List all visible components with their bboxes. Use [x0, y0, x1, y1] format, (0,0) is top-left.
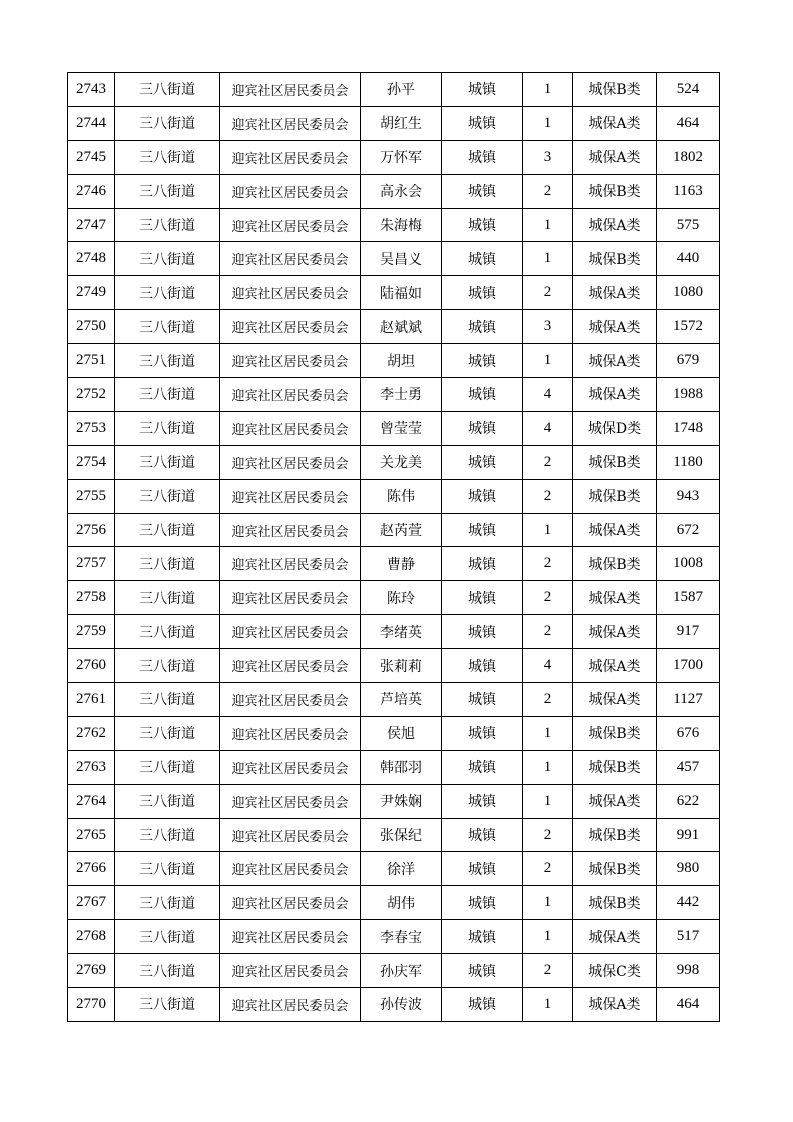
name-cell: 胡红生 — [361, 106, 442, 140]
household-size-cell: 4 — [523, 378, 573, 412]
row-number-cell: 2754 — [68, 445, 115, 479]
household-size-cell: 1 — [523, 513, 573, 547]
household-size-cell: 1 — [523, 716, 573, 750]
amount-cell: 943 — [657, 479, 720, 513]
community-cell: 迎宾社区居民委员会 — [220, 988, 361, 1022]
street-cell: 三八街道 — [115, 920, 220, 954]
household-size-cell: 2 — [523, 174, 573, 208]
category-cell: 城保B类 — [573, 716, 657, 750]
table-row — [68, 242, 720, 276]
area-type-cell: 城镇 — [442, 242, 523, 276]
community-cell: 迎宾社区居民委员会 — [220, 784, 361, 818]
table-row — [68, 344, 720, 378]
household-size-cell: 1 — [523, 208, 573, 242]
name-cell: 陈伟 — [361, 479, 442, 513]
category-cell: 城保A类 — [573, 310, 657, 344]
table-row — [68, 445, 720, 479]
household-size-cell: 1 — [523, 73, 573, 107]
row-number-cell: 2747 — [68, 208, 115, 242]
row-number-cell: 2749 — [68, 276, 115, 310]
area-type-cell: 城镇 — [442, 547, 523, 581]
table-row — [68, 547, 720, 581]
row-number-cell: 2764 — [68, 784, 115, 818]
community-cell: 迎宾社区居民委员会 — [220, 378, 361, 412]
community-cell: 迎宾社区居民委员会 — [220, 411, 361, 445]
table-row — [68, 276, 720, 310]
table-row — [68, 716, 720, 750]
category-cell: 城保A类 — [573, 140, 657, 174]
category-cell: 城保A类 — [573, 615, 657, 649]
household-size-cell: 4 — [523, 649, 573, 683]
community-cell: 迎宾社区居民委员会 — [220, 344, 361, 378]
row-number-cell: 2769 — [68, 954, 115, 988]
amount-cell: 917 — [657, 615, 720, 649]
community-cell: 迎宾社区居民委员会 — [220, 716, 361, 750]
amount-cell: 1988 — [657, 378, 720, 412]
table-row — [68, 750, 720, 784]
household-size-cell: 1 — [523, 886, 573, 920]
table-row — [68, 920, 720, 954]
street-cell: 三八街道 — [115, 174, 220, 208]
household-size-cell: 1 — [523, 344, 573, 378]
row-number-cell: 2766 — [68, 852, 115, 886]
row-number-cell: 2750 — [68, 310, 115, 344]
household-size-cell: 2 — [523, 445, 573, 479]
street-cell: 三八街道 — [115, 378, 220, 412]
row-number-cell: 2765 — [68, 818, 115, 852]
household-size-cell: 2 — [523, 276, 573, 310]
category-cell: 城保C类 — [573, 954, 657, 988]
household-size-cell: 2 — [523, 547, 573, 581]
street-cell: 三八街道 — [115, 954, 220, 988]
street-cell: 三八街道 — [115, 411, 220, 445]
row-number-cell: 2746 — [68, 174, 115, 208]
amount-cell: 524 — [657, 73, 720, 107]
category-cell: 城保B类 — [573, 547, 657, 581]
household-size-cell: 2 — [523, 615, 573, 649]
community-cell: 迎宾社区居民委员会 — [220, 852, 361, 886]
amount-cell: 980 — [657, 852, 720, 886]
street-cell: 三八街道 — [115, 649, 220, 683]
table-row — [68, 479, 720, 513]
street-cell: 三八街道 — [115, 852, 220, 886]
street-cell: 三八街道 — [115, 208, 220, 242]
community-cell: 迎宾社区居民委员会 — [220, 818, 361, 852]
community-cell: 迎宾社区居民委员会 — [220, 479, 361, 513]
row-number-cell: 2752 — [68, 378, 115, 412]
amount-cell: 672 — [657, 513, 720, 547]
name-cell: 陆福如 — [361, 276, 442, 310]
street-cell: 三八街道 — [115, 615, 220, 649]
area-type-cell: 城镇 — [442, 140, 523, 174]
name-cell: 张莉莉 — [361, 649, 442, 683]
table-row — [68, 615, 720, 649]
category-cell: 城保D类 — [573, 411, 657, 445]
household-size-cell: 2 — [523, 818, 573, 852]
area-type-cell: 城镇 — [442, 310, 523, 344]
community-cell: 迎宾社区居民委员会 — [220, 886, 361, 920]
name-cell: 张保纪 — [361, 818, 442, 852]
amount-cell: 464 — [657, 106, 720, 140]
name-cell: 万怀军 — [361, 140, 442, 174]
table-row — [68, 378, 720, 412]
household-size-cell: 2 — [523, 683, 573, 717]
area-type-cell: 城镇 — [442, 920, 523, 954]
household-size-cell: 4 — [523, 411, 573, 445]
row-number-cell: 2751 — [68, 344, 115, 378]
row-number-cell: 2744 — [68, 106, 115, 140]
name-cell: 陈玲 — [361, 581, 442, 615]
name-cell: 高永会 — [361, 174, 442, 208]
name-cell: 吴昌义 — [361, 242, 442, 276]
community-cell: 迎宾社区居民委员会 — [220, 174, 361, 208]
table-row — [68, 886, 720, 920]
amount-cell: 676 — [657, 716, 720, 750]
amount-cell: 1127 — [657, 683, 720, 717]
row-number-cell: 2767 — [68, 886, 115, 920]
amount-cell: 991 — [657, 818, 720, 852]
area-type-cell: 城镇 — [442, 750, 523, 784]
amount-cell: 679 — [657, 344, 720, 378]
street-cell: 三八街道 — [115, 547, 220, 581]
category-cell: 城保B类 — [573, 886, 657, 920]
name-cell: 徐洋 — [361, 852, 442, 886]
name-cell: 曾莹莹 — [361, 411, 442, 445]
household-size-cell: 1 — [523, 784, 573, 818]
area-type-cell: 城镇 — [442, 886, 523, 920]
community-cell: 迎宾社区居民委员会 — [220, 73, 361, 107]
row-number-cell: 2758 — [68, 581, 115, 615]
amount-cell: 1700 — [657, 649, 720, 683]
category-cell: 城保A类 — [573, 378, 657, 412]
category-cell: 城保A类 — [573, 581, 657, 615]
name-cell: 韩邵羽 — [361, 750, 442, 784]
community-cell: 迎宾社区居民委员会 — [220, 649, 361, 683]
category-cell: 城保A类 — [573, 106, 657, 140]
amount-cell: 1587 — [657, 581, 720, 615]
community-cell: 迎宾社区居民委员会 — [220, 310, 361, 344]
row-number-cell: 2761 — [68, 683, 115, 717]
table-row — [68, 784, 720, 818]
category-cell: 城保A类 — [573, 784, 657, 818]
amount-cell: 1572 — [657, 310, 720, 344]
amount-cell: 442 — [657, 886, 720, 920]
name-cell: 赵斌斌 — [361, 310, 442, 344]
name-cell: 芦培英 — [361, 683, 442, 717]
name-cell: 李绪英 — [361, 615, 442, 649]
table-row — [68, 411, 720, 445]
community-cell: 迎宾社区居民委员会 — [220, 276, 361, 310]
street-cell: 三八街道 — [115, 886, 220, 920]
street-cell: 三八街道 — [115, 445, 220, 479]
amount-cell: 998 — [657, 954, 720, 988]
category-cell: 城保A类 — [573, 513, 657, 547]
name-cell: 胡伟 — [361, 886, 442, 920]
area-type-cell: 城镇 — [442, 784, 523, 818]
row-number-cell: 2768 — [68, 920, 115, 954]
name-cell: 孙传波 — [361, 988, 442, 1022]
table-row — [68, 140, 720, 174]
category-cell: 城保A类 — [573, 683, 657, 717]
area-type-cell: 城镇 — [442, 683, 523, 717]
street-cell: 三八街道 — [115, 242, 220, 276]
area-type-cell: 城镇 — [442, 716, 523, 750]
category-cell: 城保A类 — [573, 988, 657, 1022]
category-cell: 城保B类 — [573, 445, 657, 479]
name-cell: 赵芮萱 — [361, 513, 442, 547]
street-cell: 三八街道 — [115, 581, 220, 615]
community-cell: 迎宾社区居民委员会 — [220, 513, 361, 547]
household-size-cell: 1 — [523, 106, 573, 140]
community-cell: 迎宾社区居民委员会 — [220, 683, 361, 717]
area-type-cell: 城镇 — [442, 378, 523, 412]
area-type-cell: 城镇 — [442, 344, 523, 378]
category-cell: 城保B类 — [573, 174, 657, 208]
area-type-cell: 城镇 — [442, 445, 523, 479]
street-cell: 三八街道 — [115, 106, 220, 140]
table-row — [68, 988, 720, 1022]
street-cell: 三八街道 — [115, 479, 220, 513]
category-cell: 城保B类 — [573, 852, 657, 886]
community-cell: 迎宾社区居民委员会 — [220, 106, 361, 140]
name-cell: 孙庆军 — [361, 954, 442, 988]
row-number-cell: 2757 — [68, 547, 115, 581]
street-cell: 三八街道 — [115, 73, 220, 107]
household-size-cell: 2 — [523, 479, 573, 513]
area-type-cell: 城镇 — [442, 276, 523, 310]
category-cell: 城保A类 — [573, 276, 657, 310]
name-cell: 朱海梅 — [361, 208, 442, 242]
table-row — [68, 954, 720, 988]
row-number-cell: 2760 — [68, 649, 115, 683]
name-cell: 侯旭 — [361, 716, 442, 750]
amount-cell: 464 — [657, 988, 720, 1022]
amount-cell: 457 — [657, 750, 720, 784]
row-number-cell: 2762 — [68, 716, 115, 750]
community-cell: 迎宾社区居民委员会 — [220, 547, 361, 581]
table-body — [68, 73, 720, 1022]
household-size-cell: 1 — [523, 920, 573, 954]
assistance-roster-table — [67, 72, 720, 1022]
street-cell: 三八街道 — [115, 784, 220, 818]
street-cell: 三八街道 — [115, 750, 220, 784]
area-type-cell: 城镇 — [442, 513, 523, 547]
area-type-cell: 城镇 — [442, 106, 523, 140]
category-cell: 城保A类 — [573, 344, 657, 378]
street-cell: 三八街道 — [115, 818, 220, 852]
row-number-cell: 2743 — [68, 73, 115, 107]
household-size-cell: 3 — [523, 310, 573, 344]
street-cell: 三八街道 — [115, 140, 220, 174]
area-type-cell: 城镇 — [442, 479, 523, 513]
category-cell: 城保A类 — [573, 208, 657, 242]
category-cell: 城保A类 — [573, 649, 657, 683]
area-type-cell: 城镇 — [442, 581, 523, 615]
name-cell: 曹静 — [361, 547, 442, 581]
table-row — [68, 683, 720, 717]
row-number-cell: 2770 — [68, 988, 115, 1022]
amount-cell: 1008 — [657, 547, 720, 581]
household-size-cell: 3 — [523, 140, 573, 174]
area-type-cell: 城镇 — [442, 73, 523, 107]
table-row — [68, 208, 720, 242]
table-row — [68, 310, 720, 344]
row-number-cell: 2763 — [68, 750, 115, 784]
amount-cell: 1802 — [657, 140, 720, 174]
name-cell: 孙平 — [361, 73, 442, 107]
row-number-cell: 2755 — [68, 479, 115, 513]
community-cell: 迎宾社区居民委员会 — [220, 615, 361, 649]
household-size-cell: 2 — [523, 581, 573, 615]
table-row — [68, 174, 720, 208]
table-row — [68, 818, 720, 852]
row-number-cell: 2748 — [68, 242, 115, 276]
street-cell: 三八街道 — [115, 513, 220, 547]
name-cell: 关龙美 — [361, 445, 442, 479]
street-cell: 三八街道 — [115, 276, 220, 310]
street-cell: 三八街道 — [115, 683, 220, 717]
amount-cell: 1748 — [657, 411, 720, 445]
table-row — [68, 649, 720, 683]
street-cell: 三八街道 — [115, 310, 220, 344]
name-cell: 李春宝 — [361, 920, 442, 954]
community-cell: 迎宾社区居民委员会 — [220, 920, 361, 954]
table-row — [68, 106, 720, 140]
amount-cell: 575 — [657, 208, 720, 242]
amount-cell: 1080 — [657, 276, 720, 310]
area-type-cell: 城镇 — [442, 649, 523, 683]
area-type-cell: 城镇 — [442, 954, 523, 988]
community-cell: 迎宾社区居民委员会 — [220, 242, 361, 276]
amount-cell: 440 — [657, 242, 720, 276]
area-type-cell: 城镇 — [442, 411, 523, 445]
category-cell: 城保B类 — [573, 750, 657, 784]
street-cell: 三八街道 — [115, 716, 220, 750]
name-cell: 李士勇 — [361, 378, 442, 412]
table-row — [68, 581, 720, 615]
household-size-cell: 2 — [523, 852, 573, 886]
table-row — [68, 73, 720, 107]
area-type-cell: 城镇 — [442, 208, 523, 242]
table-row — [68, 513, 720, 547]
category-cell: 城保A类 — [573, 920, 657, 954]
community-cell: 迎宾社区居民委员会 — [220, 581, 361, 615]
table-row — [68, 852, 720, 886]
row-number-cell: 2753 — [68, 411, 115, 445]
amount-cell: 1180 — [657, 445, 720, 479]
household-size-cell: 1 — [523, 242, 573, 276]
category-cell: 城保B类 — [573, 479, 657, 513]
row-number-cell: 2745 — [68, 140, 115, 174]
household-size-cell: 1 — [523, 988, 573, 1022]
household-size-cell: 1 — [523, 750, 573, 784]
area-type-cell: 城镇 — [442, 174, 523, 208]
household-size-cell: 2 — [523, 954, 573, 988]
name-cell: 尹姝娴 — [361, 784, 442, 818]
amount-cell: 517 — [657, 920, 720, 954]
category-cell: 城保B类 — [573, 242, 657, 276]
community-cell: 迎宾社区居民委员会 — [220, 208, 361, 242]
area-type-cell: 城镇 — [442, 615, 523, 649]
row-number-cell: 2756 — [68, 513, 115, 547]
category-cell: 城保B类 — [573, 818, 657, 852]
community-cell: 迎宾社区居民委员会 — [220, 750, 361, 784]
area-type-cell: 城镇 — [442, 988, 523, 1022]
street-cell: 三八街道 — [115, 344, 220, 378]
row-number-cell: 2759 — [68, 615, 115, 649]
street-cell: 三八街道 — [115, 988, 220, 1022]
amount-cell: 1163 — [657, 174, 720, 208]
community-cell: 迎宾社区居民委员会 — [220, 140, 361, 174]
amount-cell: 622 — [657, 784, 720, 818]
name-cell: 胡坦 — [361, 344, 442, 378]
community-cell: 迎宾社区居民委员会 — [220, 445, 361, 479]
category-cell: 城保B类 — [573, 73, 657, 107]
area-type-cell: 城镇 — [442, 818, 523, 852]
area-type-cell: 城镇 — [442, 852, 523, 886]
community-cell: 迎宾社区居民委员会 — [220, 954, 361, 988]
